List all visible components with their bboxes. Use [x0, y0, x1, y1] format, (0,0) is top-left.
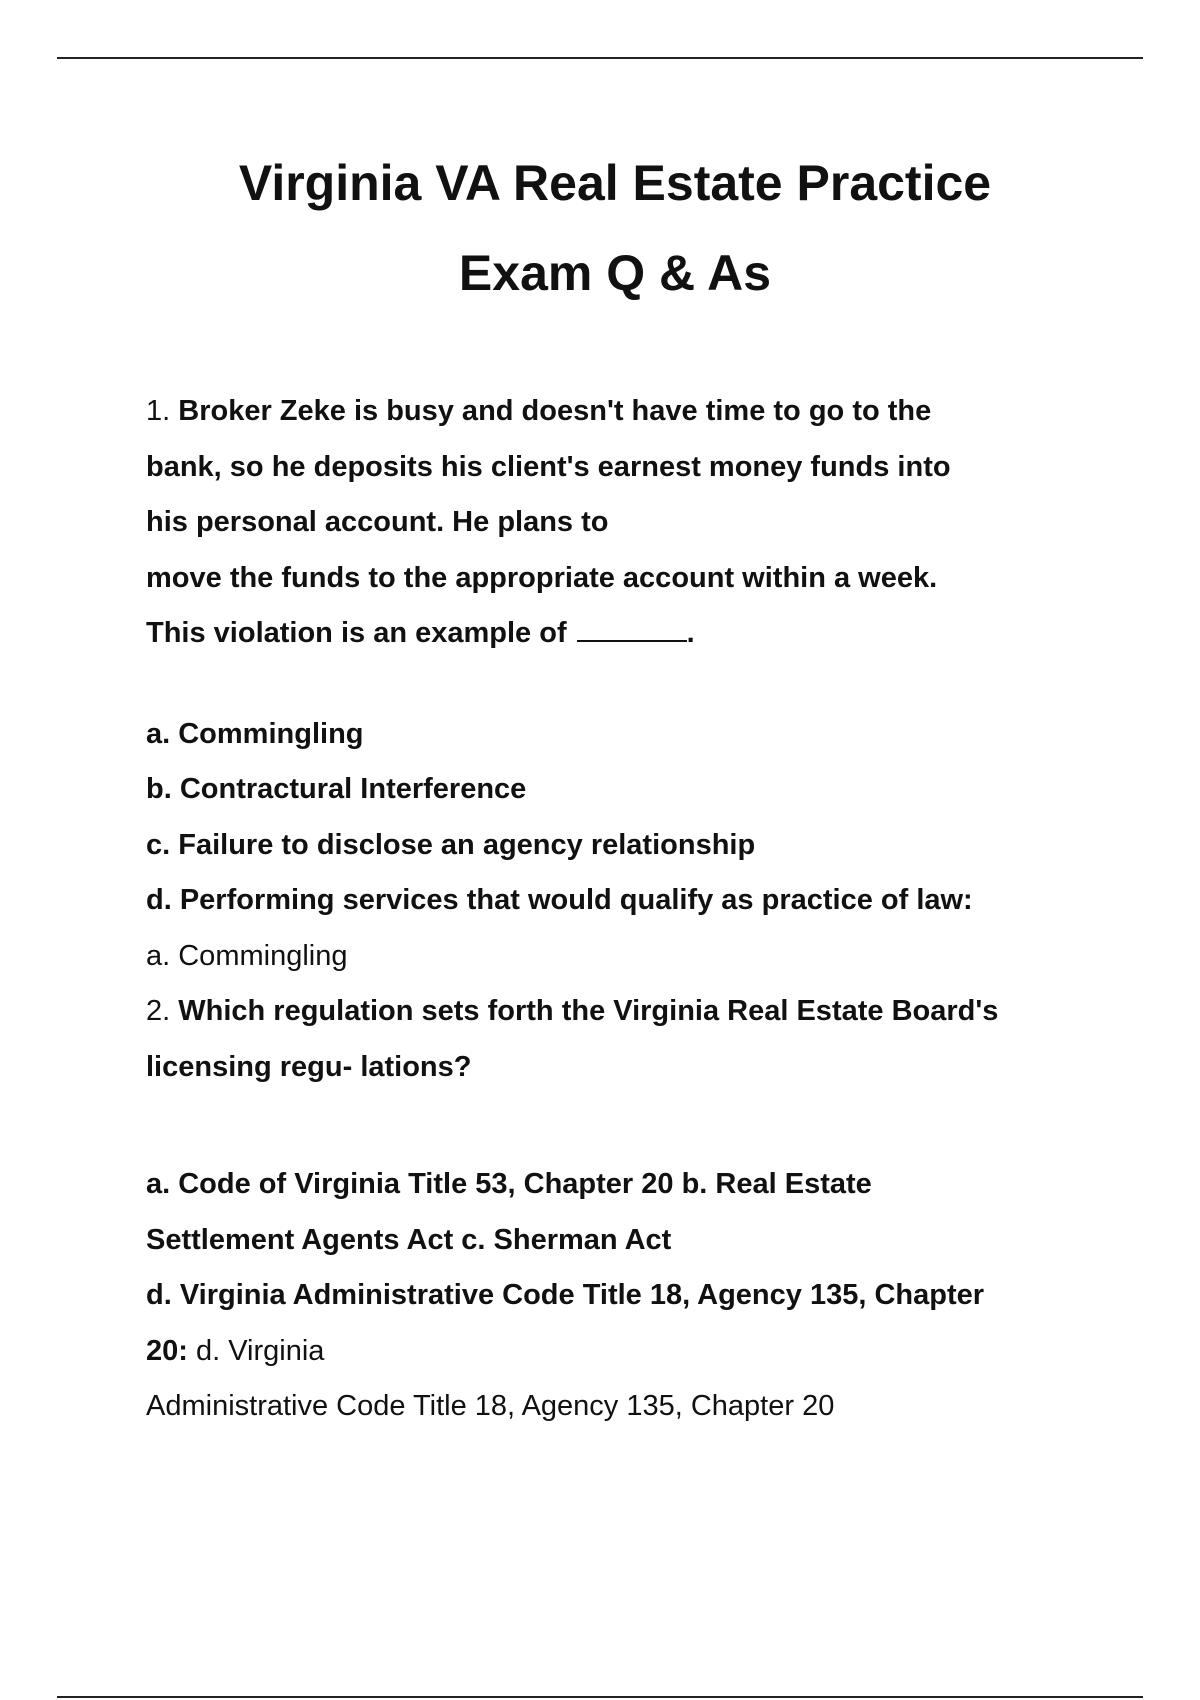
choice-a: a. Commingling: [146, 717, 364, 750]
question-text: bank, so he deposits his client's earnest money funds into: [146, 450, 951, 483]
question-number: 1.: [146, 395, 171, 427]
choice-c: c. Failure to disclose an agency relationship: [146, 828, 756, 861]
question-text: move the funds to the appropriate account within a week.: [146, 561, 938, 594]
question-1-choices: [146, 707, 1106, 985]
top-rule: [57, 57, 1143, 59]
question-number: 2.: [146, 995, 171, 1027]
question-2: [146, 984, 1106, 1095]
document-title: [100, 138, 1130, 318]
title-line-1: Virginia VA Real Estate Practice: [238, 155, 992, 211]
answer-continued: Administrative Code Title 18, Agency 135, Chapter 20: [146, 1390, 835, 1422]
choice-line: d. Virginia Administrative Code Title 18, Agency 135, Chapter: [146, 1279, 985, 1311]
choice-line: 20:: [146, 1334, 188, 1367]
answer: a. Commingling: [146, 939, 348, 972]
question-1: [146, 384, 1106, 662]
question-text: Which regulation sets forth the Virginia Real Estate Board's: [178, 995, 999, 1027]
fill-in-blank: [577, 640, 687, 642]
bottom-rule: [57, 1696, 1143, 1698]
choice-line: a. Code of Virginia Title 53, Chapter 20 b. Real Estate: [146, 1168, 872, 1200]
question-text: Broker Zeke is busy and doesn't have time to go to the: [178, 395, 932, 427]
question-2-choices: [146, 1157, 1106, 1435]
document-body: [146, 384, 1106, 1435]
choice-d: d. Performing services that would qualify as practice of law:: [146, 884, 973, 916]
choice-line: Settlement Agents Act c. Sherman Act: [146, 1223, 672, 1256]
question-text: licensing regu- lations?: [146, 1050, 472, 1083]
question-text: This violation is an example of: [146, 617, 567, 649]
title-line-2: Exam Q & As: [458, 245, 772, 301]
choice-b: b. Contractural Interference: [146, 773, 527, 805]
question-text: his personal account. He plans to: [146, 506, 609, 538]
question-end: .: [686, 617, 695, 649]
answer: d. Virginia: [195, 1334, 325, 1367]
